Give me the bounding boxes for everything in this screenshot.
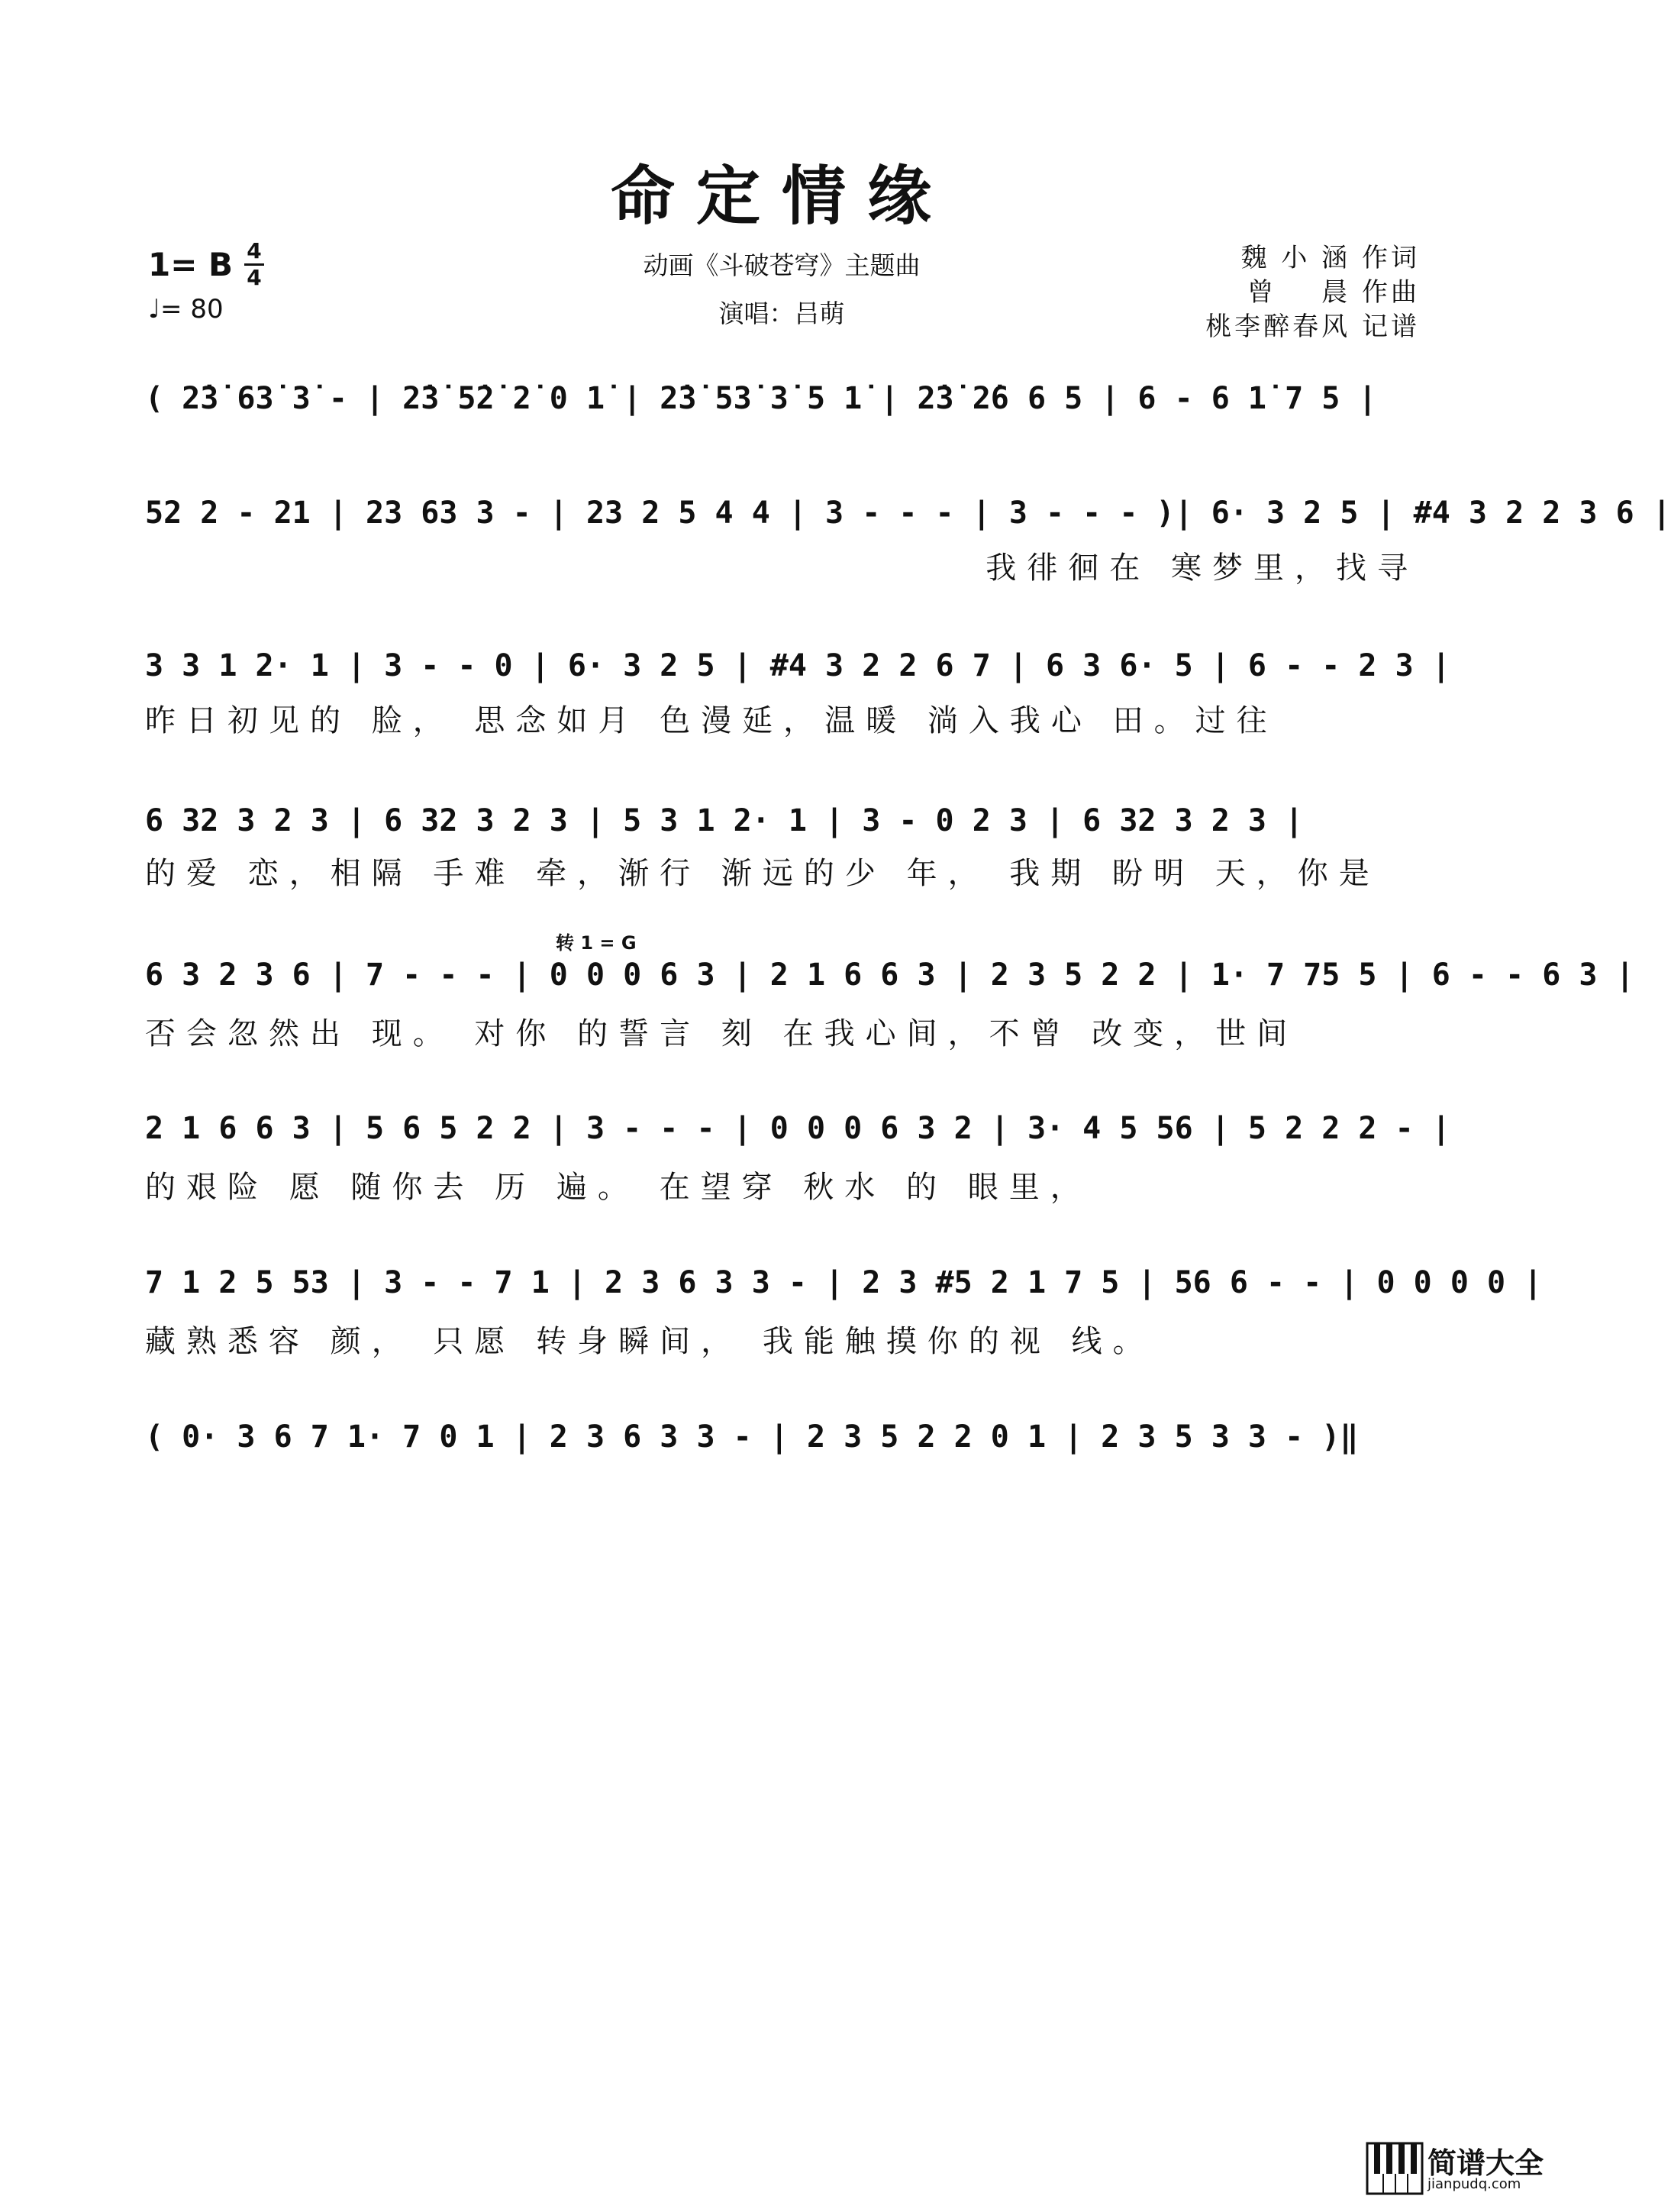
notation-line: 3 3 1 2· 1 | 3 - - 0 | 6· 3 2 5 | #4 3 2 2 6 7 | 6 3 6· 5 | 6 - - 2 3 | (145, 648, 1450, 683)
notation-line: 6 3 2 3 6 | 7 - - - | 0 0 0 6 3 | 2 1 6 6 3 | 2 3 5 2 2 | 1· 7 75 5 | 6 - - 6 3 | (145, 957, 1634, 993)
lyric-line-4: 的爱 恋，相隔 手难 牵，渐行 渐远的少 年， 我期 盼明 天，你是 (145, 856, 1380, 891)
score-system-2 (145, 490, 1671, 536)
notation-line: ( 0· 3 6 7 1· 7 0 1 | 2 3 6 3 3 - | 2 3 5 2 2 0 1 | 2 3 5 3 3 - )‖ (145, 1419, 1359, 1455)
lyric-line-5: 否会忽然出 现。 对你 的誓言 刻 在我心间，不曾 改变，世间 (145, 1016, 1298, 1051)
lyric-line-7: 藏熟悉容 颜， 只愿 转身瞬间， 我能触摸你的视 线。 (145, 1324, 1154, 1359)
notation-line: 2 1 6 6 3 | 5 6 5 2 2 | 3 - - - | 0 0 0 6 3 2 | 3· 4 5 56 | 5 2 2 2 - | (145, 1111, 1450, 1146)
logo-url: jianpudq.com (1427, 2176, 1521, 2192)
score-system-7 (145, 1260, 1543, 1306)
notation-line: ( 2̇3̇ 63̇ 3̇ - | 2̇3̇ 5̇2̇ 2̇ 0 1̇ | 2̇3̇ 53̇ 3̇ 5 1̇ | 2̇3̇ 2̇6 6 5 | 6 - 6 1̇ 7 5 | (145, 381, 1377, 416)
logo-name: 简谱大全 (1427, 2146, 1544, 2180)
site-logo (1366, 2138, 1542, 2199)
notation-line: 52 2 - 21 | 23 63 3 - | 23 2 5 4 4 | 3 - - - | 3 - - - )| 6· 3 2 5 | #4 3 2 2 3 6 | (145, 496, 1671, 531)
singer: 演唱：吕萌 (718, 299, 845, 328)
subtitle: 动画《斗破苍穹》主题曲 (643, 250, 921, 280)
time-signature-bottom: 4 (247, 265, 262, 290)
lyric-line-3: 昨日初见的 脸， 思念如月 色漫延，温暖 淌入我心 田。过往 (145, 703, 1278, 738)
score-system-3 (145, 643, 1450, 689)
score-system-6 (145, 1106, 1450, 1151)
key-signature: 1= B (148, 246, 234, 283)
lyricist-credit: 魏 小 涵 作词 (1240, 243, 1420, 273)
lyric-line-6: 的艰险 愿 随你去 历 遍。 在望穿 秋水 的 眼里， (145, 1170, 1092, 1205)
piano-keys-icon (1366, 2143, 1423, 2194)
time-signature (243, 240, 266, 289)
score-system-8 (145, 1414, 1418, 1460)
notation-line: 7 1 2 5 53 | 3 - - 7 1 | 2 3 6 3 3 - | 2 3 #5 2 1 7 5 | 56 6 - - | 0 0 0 0 | (145, 1265, 1543, 1300)
time-signature-top: 4 (247, 238, 262, 263)
tempo-marking: ♩= 80 (148, 294, 224, 325)
song-title: 命定情缘 (610, 158, 953, 234)
lyric-line-2: 我徘徊在 寒梦里，找寻 (986, 551, 1418, 586)
score-system-4 (145, 798, 1418, 844)
notation-line: 6 32 3 2 3 | 6 32 3 2 3 | 5 3 1 2· 1 | 3 - 0 2 3 | 6 32 3 2 3 | (145, 803, 1304, 838)
modulation-marking: 转 1 = G (556, 932, 637, 954)
score-system-1 (145, 376, 1418, 421)
score-system-5 (145, 952, 1634, 998)
composer-credit: 曾 晨 作曲 (1247, 277, 1420, 308)
transcriber-credit: 桃李醉春风 记谱 (1205, 312, 1420, 342)
